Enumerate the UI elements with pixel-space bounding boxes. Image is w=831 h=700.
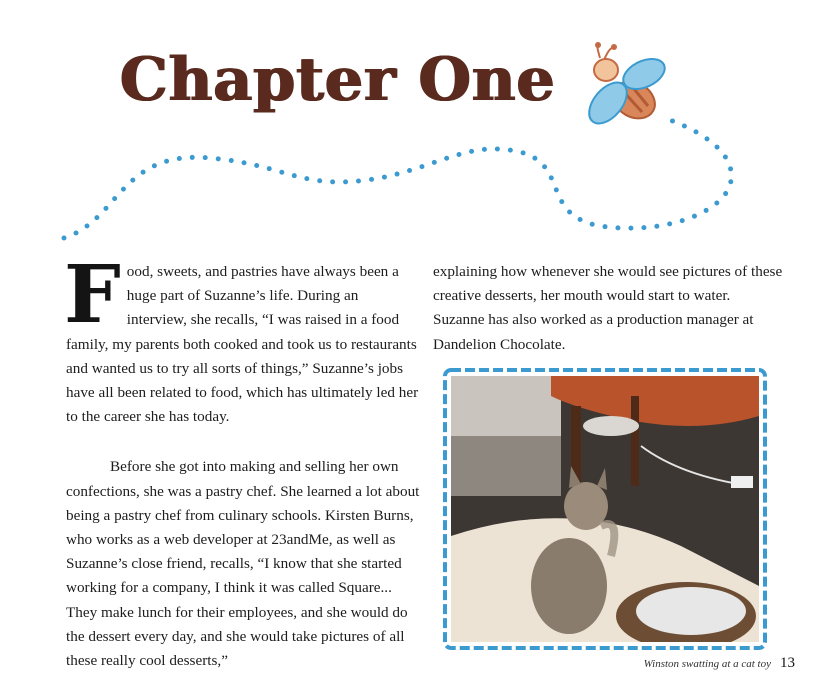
left-column	[64, 247, 422, 673]
bee-icon	[582, 42, 670, 130]
drop-cap: F	[64, 247, 121, 341]
paragraph-3: explaining how whenever she would see pictures of these creative desserts, her mouth would start to water. Suzanne has also worked as a production manager at Dandelion Chocolate.	[433, 263, 783, 353]
dotted-flight-path	[64, 120, 731, 238]
page-number: 13	[780, 655, 795, 671]
photo-caption: Winston swatting at a cat toy	[643, 658, 771, 670]
cat-photo	[451, 376, 759, 642]
paragraph-1	[64, 247, 422, 429]
right-column	[433, 260, 783, 357]
chapter-title: Chapter One	[120, 45, 556, 115]
photo-frame	[437, 362, 773, 656]
paragraph-1-text: ood, sweets, and pastries have always been a huge part of Suzanne’s life. During an interview, she recalls, “I was raised in a food family, my parents both cooked and took us to restaurants and wanted us to try all sorts of things,” Suzanne’s jobs have all been related to food, which has ultimately led her to the career she has today.	[66, 263, 419, 426]
paragraph-2: Before she got into making and selling her own confections, she was a pastry chef. She learned a lot about being a pastry chef from culinary schools. Kirsten Burns, who works as a web developer at 23andMe, as well as Suzanne’s close friend, recalls, “I know that she started working for a company, I think it was called Square... They make lunch for their employees, and she would do the dessert every day, and she would take pictures of all these really cool desserts,”	[66, 458, 420, 670]
